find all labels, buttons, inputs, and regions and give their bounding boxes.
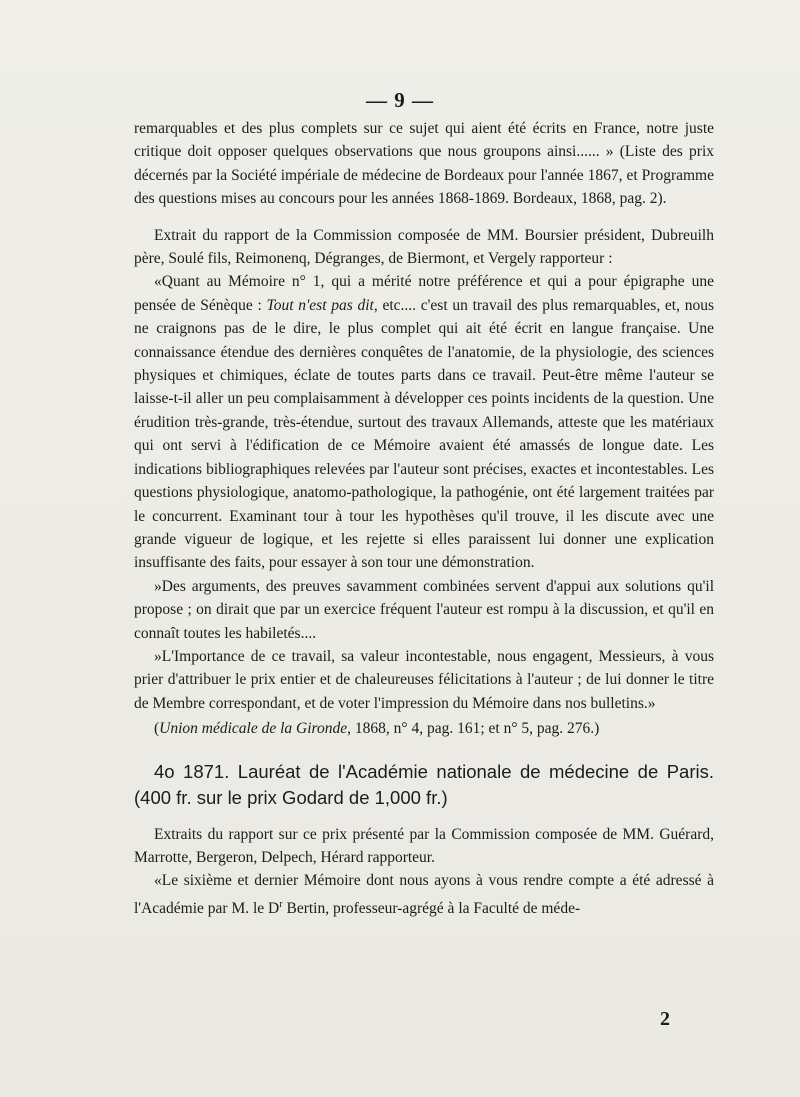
- citation: (Union médicale de la Gironde, 1868, n° 4, pag. 161; et n° 5, pag. 276.): [154, 720, 600, 738]
- epigraph: Tout n'est pas dit: [266, 296, 374, 314]
- paragraph-continuation: remarquables et des plus complets sur ce sujet qui aient été écrits en France, notre juste critique doit opposer quelques observations que nous groupons ainsi...... » (Liste des prix décernés par la Société impériale de médecine de Bordeaux pour l'année 1867, et Programme des questions mises au concours pour les années 1868-1869. Bordeaux, 1868, pag. 2).: [134, 120, 714, 208]
- paragraph-extracts: Extraits du rapport sur ce prix présenté par la Commission composée de MM. Guérard, Marrotte, Bergeron, Delpech, Hérard rapporteur.: [134, 825, 714, 866]
- signature-mark: 2: [660, 1008, 670, 1030]
- page-number: — 9 —: [366, 88, 434, 112]
- paragraph-sixth-memoire: «Le sixième et dernier Mémoire dont nous ayons à vous rendre compte a été adressé à l'Académie par M. le $D^r$ Bertin, professeur-agrégé à la Faculté de méde-: [134, 872, 714, 917]
- paragraph-importance: »L'Importance de ce travail, sa valeur incontestable, nous engagent, Messieurs, à vous prier d'attribuer le prix entier et de chaleureuses félicitations à l'auteur ; de lui donner le titre de Membre correspondant, et de voter l'impression du Mémoire dans nos bulletins.»: [134, 647, 714, 712]
- paragraph-commission: Extrait du rapport de la Commission composée de MM. Boursier président, Dubreuilh père, Soulé fils, Reimonenq, Dégranges, de Biermont, et Vergely rapporteur :: [134, 226, 714, 268]
- section-heading: 4o 1871. Lauréat de l'Académie nationale de médecine de Paris. (400 fr. sur le prix Godard de 1,000 fr.): [134, 760, 714, 808]
- citation-source: Union médicale de la Gironde: [159, 720, 348, 738]
- body-text: [134, 117, 714, 920]
- paragraph-arguments: »Des arguments, des preuves savamment combinées servent d'appui aux solutions qu'il propose ; on dirait que par un exercice fréquent l'auteur est rompu à la discussion, et qu'il en connaît toutes les habiletés....: [134, 577, 714, 642]
- paragraph-report-quote: «Quant au Mémoire n° 1, qui a mérité notre préférence et qui a pour épigraphe une pensée de Sénèque : Tout n'est pas dit, etc.... c'est un travail des plus remarquables, et, nous ne craignons pas de le dire, le plus complet qui ait été écrit en langue française. Une connaissance étendue des dernières conquêtes de l'anatomie, de la physiologie, des sciences physiques et chimiques, éclate de toutes parts dans ce travail. Peut-être même l'auteur se laisse-t-il aller un peu complaisamment à développer ces points incidents de la question. Une érudition très-grande, très-étendue, surtout des travaux Allemands, atteste que les matériaux qui ont servi à l'édification de ce Mémoire avaient été amassés de longue date. Les indications bibliographiques relevées par l'auteur sont précises, exactes et incontestables. Les questions physiologique, anatomo-pathologique, la pathogénie, ont été largement traitées par le concurrent. Examinant tour à tour les hypothèses qu'il trouve, il les discute avec une grande vigueur de logique, et les rejette si elles paraissent lui donner une explication insuffisante des faits, pour essayer à son tour une démonstration.: [134, 273, 714, 572]
